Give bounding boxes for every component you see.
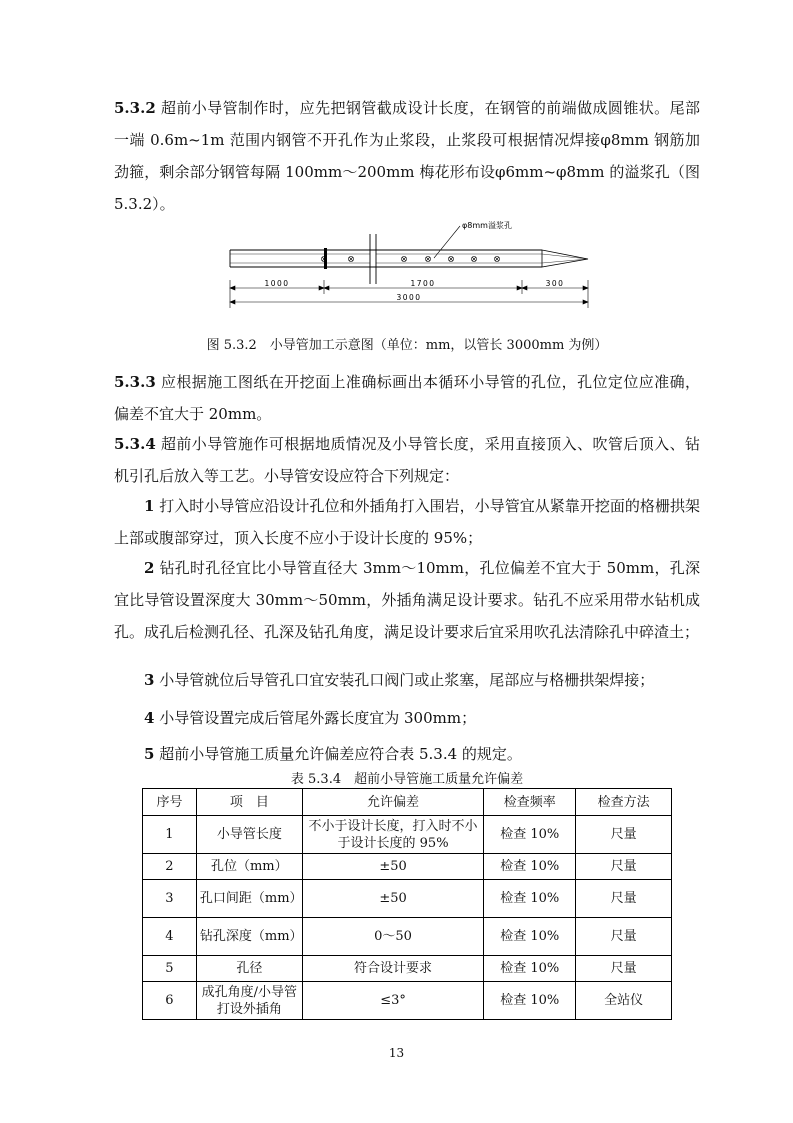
cell-no: 2 — [143, 854, 197, 880]
list-item-4 — [114, 702, 700, 734]
header-frequency: 检查频率 — [484, 789, 576, 816]
header-tolerance: 允许偏差 — [302, 789, 484, 816]
page-number: 13 — [388, 1046, 405, 1060]
clause-text: 应根据施工图纸在开挖面上准确标画出本循环小导管的孔位，孔位定位应准确，偏差不宜大于 20mm。 — [114, 373, 700, 423]
dimension-1000: 1000 — [264, 279, 290, 288]
cell-method: 尺量 — [576, 854, 672, 880]
cell-item: 孔位（mm） — [196, 854, 302, 880]
list-item-3 — [114, 664, 700, 696]
grout-holes — [321, 256, 499, 261]
cell-frequency: 检查 10% — [484, 880, 576, 918]
cell-no: 4 — [143, 918, 197, 956]
break-gap — [371, 251, 376, 267]
cell-tolerance: ±50 — [302, 880, 484, 918]
item-text: 超前小导管施工质量允许偏差应符合表 5.3.4 的规定。 — [159, 745, 522, 763]
cone-tip — [542, 250, 588, 267]
item-number: 4 — [144, 709, 155, 727]
cell-tolerance: ≤3° — [302, 982, 484, 1020]
cell-no: 5 — [143, 956, 197, 982]
cell-frequency: 检查 10% — [484, 816, 576, 854]
hole-label: φ8mm溢浆孔 — [462, 221, 512, 230]
cell-method: 全站仪 — [576, 982, 672, 1020]
table-row — [143, 982, 672, 1020]
cell-tolerance: 0～50 — [302, 918, 484, 956]
figure-caption: 图 5.3.2 小导管加工示意图（单位：mm，以管长 3000mm 为例） — [206, 338, 608, 353]
cell-frequency: 检查 10% — [484, 918, 576, 956]
cell-tolerance: ±50 — [302, 854, 484, 880]
clause-number: 5.3.4 — [114, 435, 156, 453]
header-no: 序号 — [143, 789, 197, 816]
cell-tolerance: 符合设计要求 — [302, 956, 484, 982]
cell-no: 6 — [143, 982, 197, 1020]
clause-number: 5.3.2 — [114, 99, 156, 117]
list-item-5 — [114, 738, 700, 770]
cell-no: 3 — [143, 880, 197, 918]
cell-frequency: 检查 10% — [484, 956, 576, 982]
table-row — [143, 880, 672, 918]
header-method: 检查方法 — [576, 789, 672, 816]
quality-tolerance-table — [142, 788, 672, 1020]
item-number: 1 — [144, 497, 155, 515]
item-text: 小导管就位后导管孔口宜安装孔口阀门或止浆塞，尾部应与格栅拱架焊接； — [159, 671, 655, 689]
item-text: 钻孔时孔径宜比小导管直径大 3mm～10mm，孔位偏差不宜大于 50mm，孔深宜比导管设置深度大 30mm～50mm，外插角满足设计要求。钻孔不应采用带水钻机成孔。成孔后检测孔径、孔深及钻孔角度，满足设计要求后宜采用吹孔法清除孔中碎渣土； — [114, 559, 700, 641]
cell-method: 尺量 — [576, 816, 672, 854]
cell-item: 成孔角度/小导管打设外插角 — [196, 982, 302, 1020]
table-row — [143, 854, 672, 880]
clause-text: 超前小导管制作时，应先把钢管截成设计长度，在钢管的前端做成圆锥状。尾部一端 0.6m~1m 范围内钢管不开孔作为止浆段，止浆段可根据情况焊接φ8mm 钢筋加劲箍，剩余部分钢管每隔 100mm～200mm 梅花形布设φ6mm~φ8mm 的溢浆孔（图 5.3.2）。 — [114, 99, 700, 213]
dimension-3000: 3000 — [396, 293, 422, 302]
small-pipe-diagram — [224, 214, 604, 324]
item-text: 打入时小导管应沿设计孔位和外插角打入围岩，小导管宜从紧靠开挖面的格栅拱架上部或腹部穿过，顶入长度不应小于设计长度的 95%； — [114, 497, 700, 547]
cell-no: 1 — [143, 816, 197, 854]
cell-method: 尺量 — [576, 918, 672, 956]
table-row — [143, 956, 672, 982]
list-item-2 — [114, 552, 700, 648]
cell-item: 孔径 — [196, 956, 302, 982]
cell-item: 钻孔深度（mm） — [196, 918, 302, 956]
table-caption: 表 5.3.4 超前小导管施工质量允许偏差 — [290, 772, 524, 787]
cell-frequency: 检查 10% — [484, 982, 576, 1020]
dimension-300: 300 — [545, 279, 565, 288]
leader-line — [434, 226, 460, 258]
cell-item: 孔口间距（mm） — [196, 880, 302, 918]
table-row — [143, 816, 672, 854]
cell-method: 尺量 — [576, 956, 672, 982]
dimension-1700: 1700 — [410, 279, 436, 288]
clause-text: 超前小导管施作可根据地质情况及小导管长度，采用直接顶入、吹管后顶入、钻机引孔后放入等工艺。小导管安设应符合下列规定： — [114, 435, 700, 485]
cell-tolerance: 不小于设计长度，打入时不小于设计长度的 95% — [302, 816, 484, 854]
table-row — [143, 918, 672, 956]
cell-item: 小导管长度 — [196, 816, 302, 854]
cell-frequency: 检查 10% — [484, 854, 576, 880]
paragraph-5-3-3 — [114, 366, 700, 430]
item-text: 小导管设置完成后管尾外露长度宜为 300mm； — [159, 709, 477, 727]
paragraph-5-3-2 — [114, 92, 700, 220]
table-header-row — [143, 789, 672, 816]
header-item: 项 目 — [196, 789, 302, 816]
cone-inner-bottom — [542, 259, 588, 263]
item-number: 2 — [144, 559, 155, 577]
list-item-1 — [114, 490, 700, 554]
paragraph-5-3-4 — [114, 428, 700, 492]
cell-method: 尺量 — [576, 880, 672, 918]
item-number: 5 — [144, 745, 155, 763]
clause-number: 5.3.3 — [114, 373, 156, 391]
item-number: 3 — [144, 671, 155, 689]
